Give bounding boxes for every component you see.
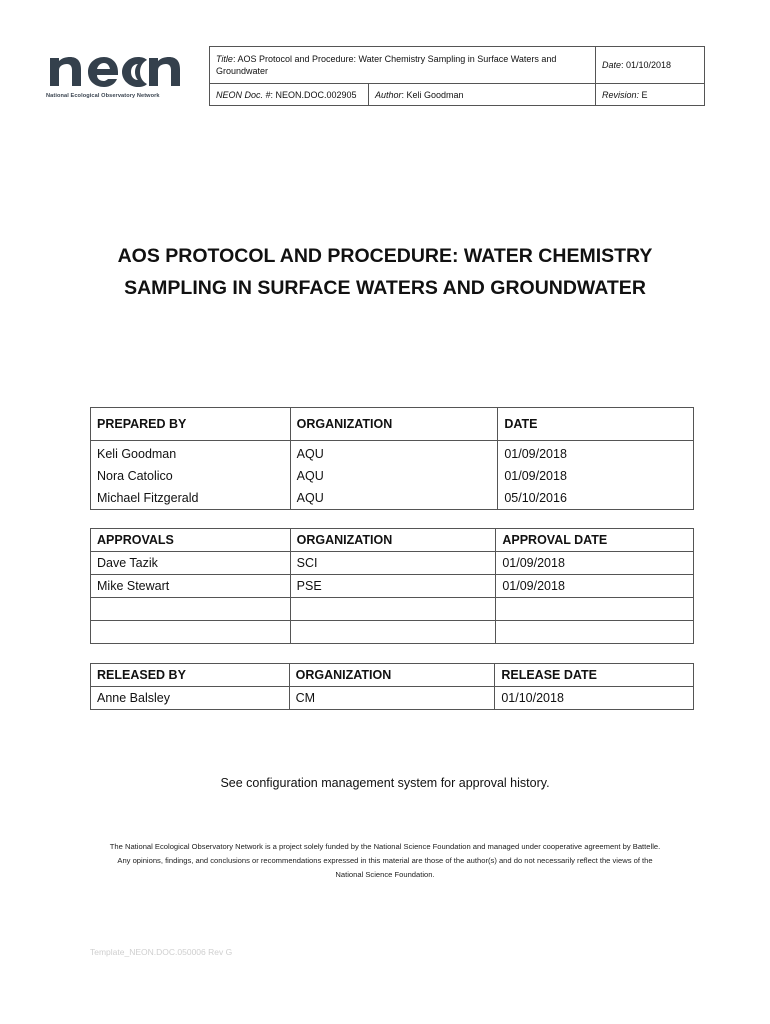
column-header: RELEASE DATE [495,664,694,687]
table-row [91,687,694,710]
header-title-cell [210,47,596,84]
header-doc-cell [210,84,369,106]
header-date-cell [596,47,705,84]
table-header-row [91,664,694,687]
header-row [210,84,705,106]
column-header: RELEASED BY [91,664,290,687]
neon-wordmark-icon [46,46,182,90]
table-row [91,487,694,510]
column-header: ORGANIZATION [290,529,496,552]
name-cell: Dave Tazik [91,552,291,575]
column-header: APPROVAL DATE [496,529,694,552]
date-cell: 01/09/2018 [496,575,694,598]
title-value: : AOS Protocol and Procedure: Water Chemistry Sampling in Surface Waters and Groundwater [216,54,557,77]
doc-value: : NEON.DOC.002905 [270,89,357,100]
name-cell: Keli Goodman [91,441,291,466]
title-label: Title [216,54,233,65]
table-row [91,441,694,466]
date-cell: 01/09/2018 [498,441,694,466]
name-cell: Nora Catolico [91,465,291,487]
date-cell [496,621,694,644]
date-label: Date [602,60,622,71]
column-header: ORGANIZATION [289,664,495,687]
organization-cell: CM [289,687,495,710]
organization-cell: AQU [290,487,498,510]
table-header-row [91,408,694,441]
organization-cell: PSE [290,575,496,598]
table-row [91,575,694,598]
table-row [91,465,694,487]
footnote-line: Any opinions, findings, and conclusions or recommendations expressed in this material are those of the author(s) and do not necessarily reflect the views of the [117,856,653,865]
date-cell: 01/10/2018 [495,687,694,710]
funding-footnote [85,840,685,882]
released-by-table [90,663,694,710]
footnote-line: National Science Foundation. [335,870,435,879]
author-value: : Keli Goodman [401,89,464,100]
author-label: Author [375,89,402,100]
organization-cell [290,621,496,644]
organization-cell: AQU [290,441,498,466]
organization-cell: AQU [290,465,498,487]
approvals-table [90,528,694,644]
name-cell [91,598,291,621]
name-cell: Michael Fitzgerald [91,487,291,510]
column-header: ORGANIZATION [290,408,498,441]
revision-value: E [639,89,648,100]
configuration-note: See configuration management system for approval history. [220,776,550,790]
document-title: AOS PROTOCOL AND PROCEDURE: WATER CHEMISTRY SAMPLING IN SURFACE WATERS AND GROUNDWATER [117,245,653,299]
date-cell: 05/10/2016 [498,487,694,510]
organization-cell: SCI [290,552,496,575]
name-cell: Anne Balsley [91,687,290,710]
prepared-by-table [90,407,694,510]
logo-subtitle: National Ecological Observatory Network [46,93,160,99]
organization-cell [290,598,496,621]
table-header-row [91,529,694,552]
document-header-table [209,46,705,106]
date-cell [496,598,694,621]
name-cell: Mike Stewart [91,575,291,598]
neon-logo [46,46,182,106]
column-header: APPROVALS [91,529,291,552]
table-row [91,598,694,621]
header-revision-cell [596,84,705,106]
column-header: DATE [498,408,694,441]
template-reference: Template_NEON.DOC.050006 Rev G [90,947,233,957]
header-row [210,47,705,84]
date-value: : 01/10/2018 [621,60,672,71]
date-cell: 01/09/2018 [498,465,694,487]
header-author-cell [369,84,596,106]
name-cell [91,621,291,644]
revision-label: Revision: [602,89,640,100]
table-row [91,621,694,644]
table-row [91,552,694,575]
column-header: PREPARED BY [91,408,291,441]
date-cell: 01/09/2018 [496,552,694,575]
footnote-line: The National Ecological Observatory Network is a project solely funded by the National Science Foundation and managed under cooperative agreement by Battelle. [109,842,661,851]
doc-label: NEON Doc. # [216,89,271,100]
